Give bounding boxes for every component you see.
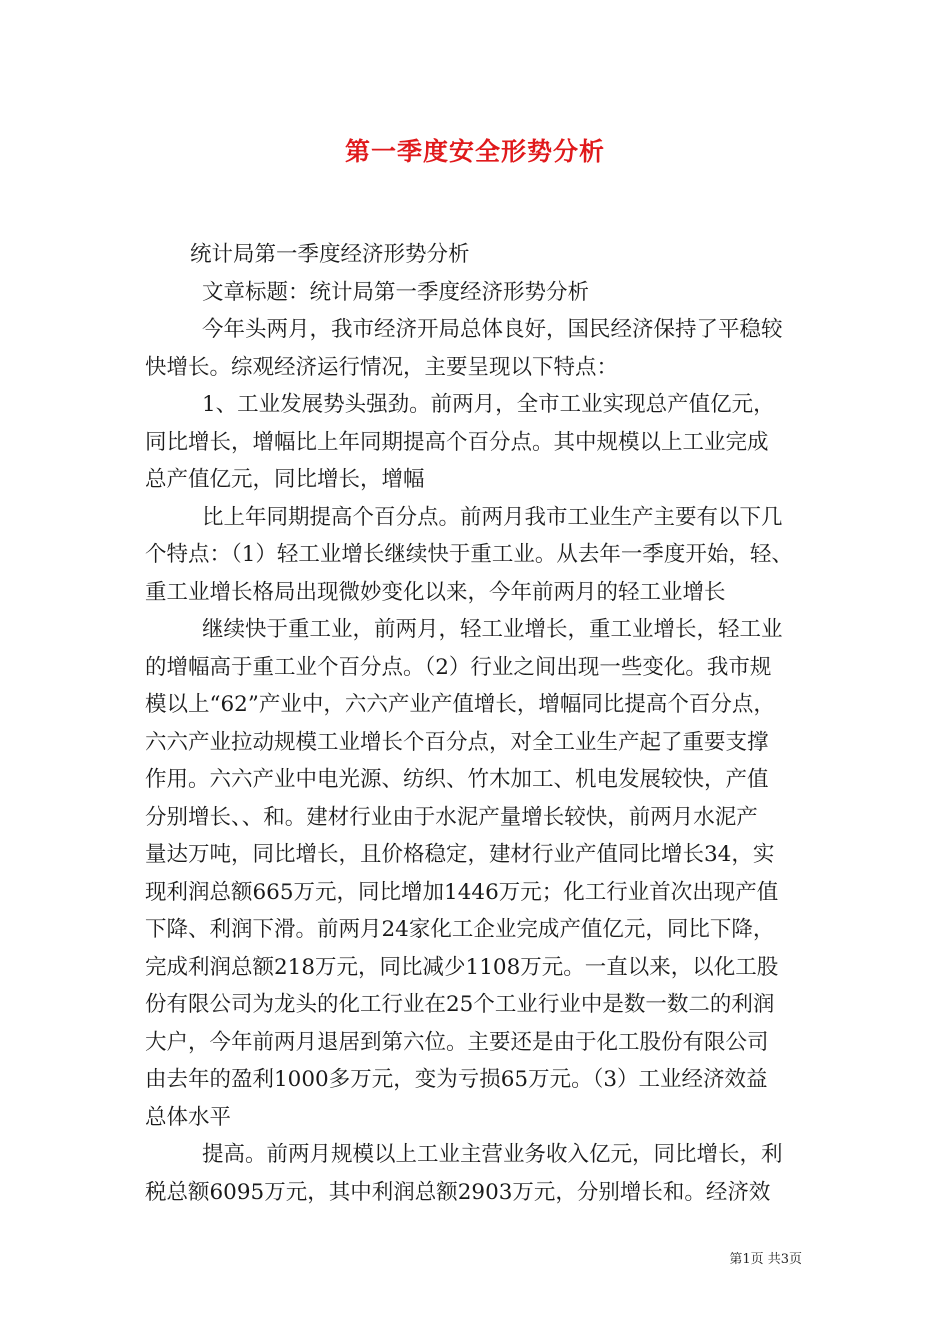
text-line: 现利润总额665万元，同比增加1446万元；化工行业首次出现产值 xyxy=(145,879,779,905)
text-line: 的增幅高于重工业个百分点。（2）行业之间出现一些变化。我市规 xyxy=(145,654,772,680)
text-line: 统计局第一季度经济形势分析 xyxy=(190,242,470,267)
text-line: 继续快于重工业，前两月，轻工业增长，重工业增长，轻工业 xyxy=(202,617,783,642)
text-line: 完成利润总额218万元，同比减少1108万元。一直以来，以化工股 xyxy=(145,954,779,980)
text-line: 下降、利润下滑。前两月24家化工企业完成产值亿元，同比下降， xyxy=(145,917,775,942)
page-number: 第1页 共3页 xyxy=(729,1252,802,1267)
text-line: 作用。六六产业中电光源、纺织、竹木加工、机电发展较快，产值 xyxy=(145,767,769,792)
text-line: 文章标题：统计局第一季度经济形势分析 xyxy=(202,279,590,305)
text-line: 量达万吨，同比增长，且价格稳定，建材行业产值同比增长34，实 xyxy=(145,842,775,867)
document-body xyxy=(145,236,810,1211)
text-line: 分别增长、、和。建材行业由于水泥产量增长较快，前两月水泥产 xyxy=(145,804,758,830)
text-line: 大户，今年前两月退居到第六位。主要还是由于化工股份有限公司 xyxy=(145,1029,769,1055)
text-line: 比上年同期提高个百分点。前两月我市工业生产主要有以下几 xyxy=(202,504,783,530)
text-line: 总产值亿元，同比增长，增幅 xyxy=(145,467,425,492)
text-line: 个特点：（1）轻工业增长继续快于重工业。从去年一季度开始，轻、 xyxy=(145,542,793,567)
text-line: 快增长。综观经济运行情况，主要呈现以下特点： xyxy=(145,354,619,380)
text-line: 税总额6095万元，其中利润总额2903万元，分别增长和。经济效 xyxy=(145,1179,771,1205)
text-line: 重工业增长格局出现微妙变化以来，今年前两月的轻工业增长 xyxy=(145,579,726,605)
page-title: 第一季度安全形势分析 xyxy=(344,137,605,166)
text-line: 六六产业拉动规模工业增长个百分点，对全工业生产起了重要支撑 xyxy=(145,729,769,755)
text-line: 今年头两月，我市经济开局总体良好，国民经济保持了平稳较 xyxy=(202,317,783,342)
text-line: 提高。前两月规模以上工业主营业务收入亿元，同比增长，利 xyxy=(202,1142,783,1167)
text-line: 由去年的盈利1000多万元，变为亏损65万元。（3）工业经济效益 xyxy=(145,1067,768,1092)
text-line: 1、工业发展势头强劲。前两月，全市工业实现总产值亿元， xyxy=(202,392,775,417)
text-line: 总体水平 xyxy=(145,1104,232,1130)
text-line: 份有限公司为龙头的化工行业在25个工业行业中是数一数二的利润 xyxy=(145,992,775,1017)
text-line: 同比增长，增幅比上年同期提高个百分点。其中规模以上工业完成 xyxy=(145,429,769,455)
text-line: 模以上“62”产业中，六六产业产值增长，增幅同比提高个百分点， xyxy=(145,692,775,717)
